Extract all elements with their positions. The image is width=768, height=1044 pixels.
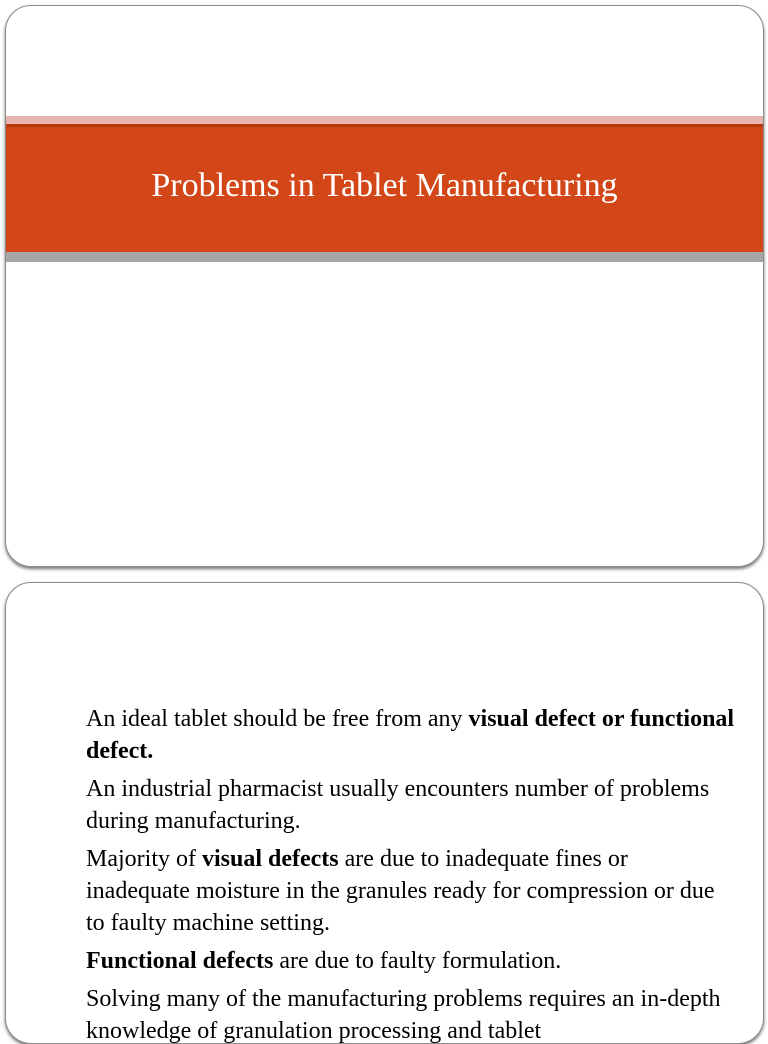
title-band-top-stripe (6, 116, 763, 124)
content-slide (5, 582, 764, 1044)
text: An ideal tablet should be free from any (86, 706, 469, 732)
text: Solving many of the manufacturing problems requires an in-depth knowledge of granulation processing and tablet (86, 986, 721, 1044)
text: are due to inadequate fines or inadequate moisture in the granules ready for compression or due to faulty machine setting. (86, 846, 715, 936)
paragraph-industrial-pharmacist (86, 773, 736, 837)
paragraph-visual-defects (86, 843, 736, 939)
slide-title: Problems in Tablet Manufacturing (151, 167, 618, 204)
paragraph-solving-problems (86, 983, 736, 1044)
title-band-bottom-stripe (6, 252, 763, 262)
bold-text: visual defect or functional defect. (86, 706, 735, 764)
text: An industrial pharmacist usually encounters number of problems during manufacturing. (86, 776, 710, 834)
text: are due to faulty formulation. (273, 948, 562, 974)
slide-body (86, 703, 736, 1044)
bold-text: Functional defects (86, 948, 274, 974)
title-slide (5, 5, 764, 567)
text: Majority of (86, 846, 202, 872)
paragraph-ideal-tablet (86, 703, 736, 767)
paragraph-functional-defects (86, 945, 736, 977)
bold-text: visual defects (201, 846, 339, 872)
